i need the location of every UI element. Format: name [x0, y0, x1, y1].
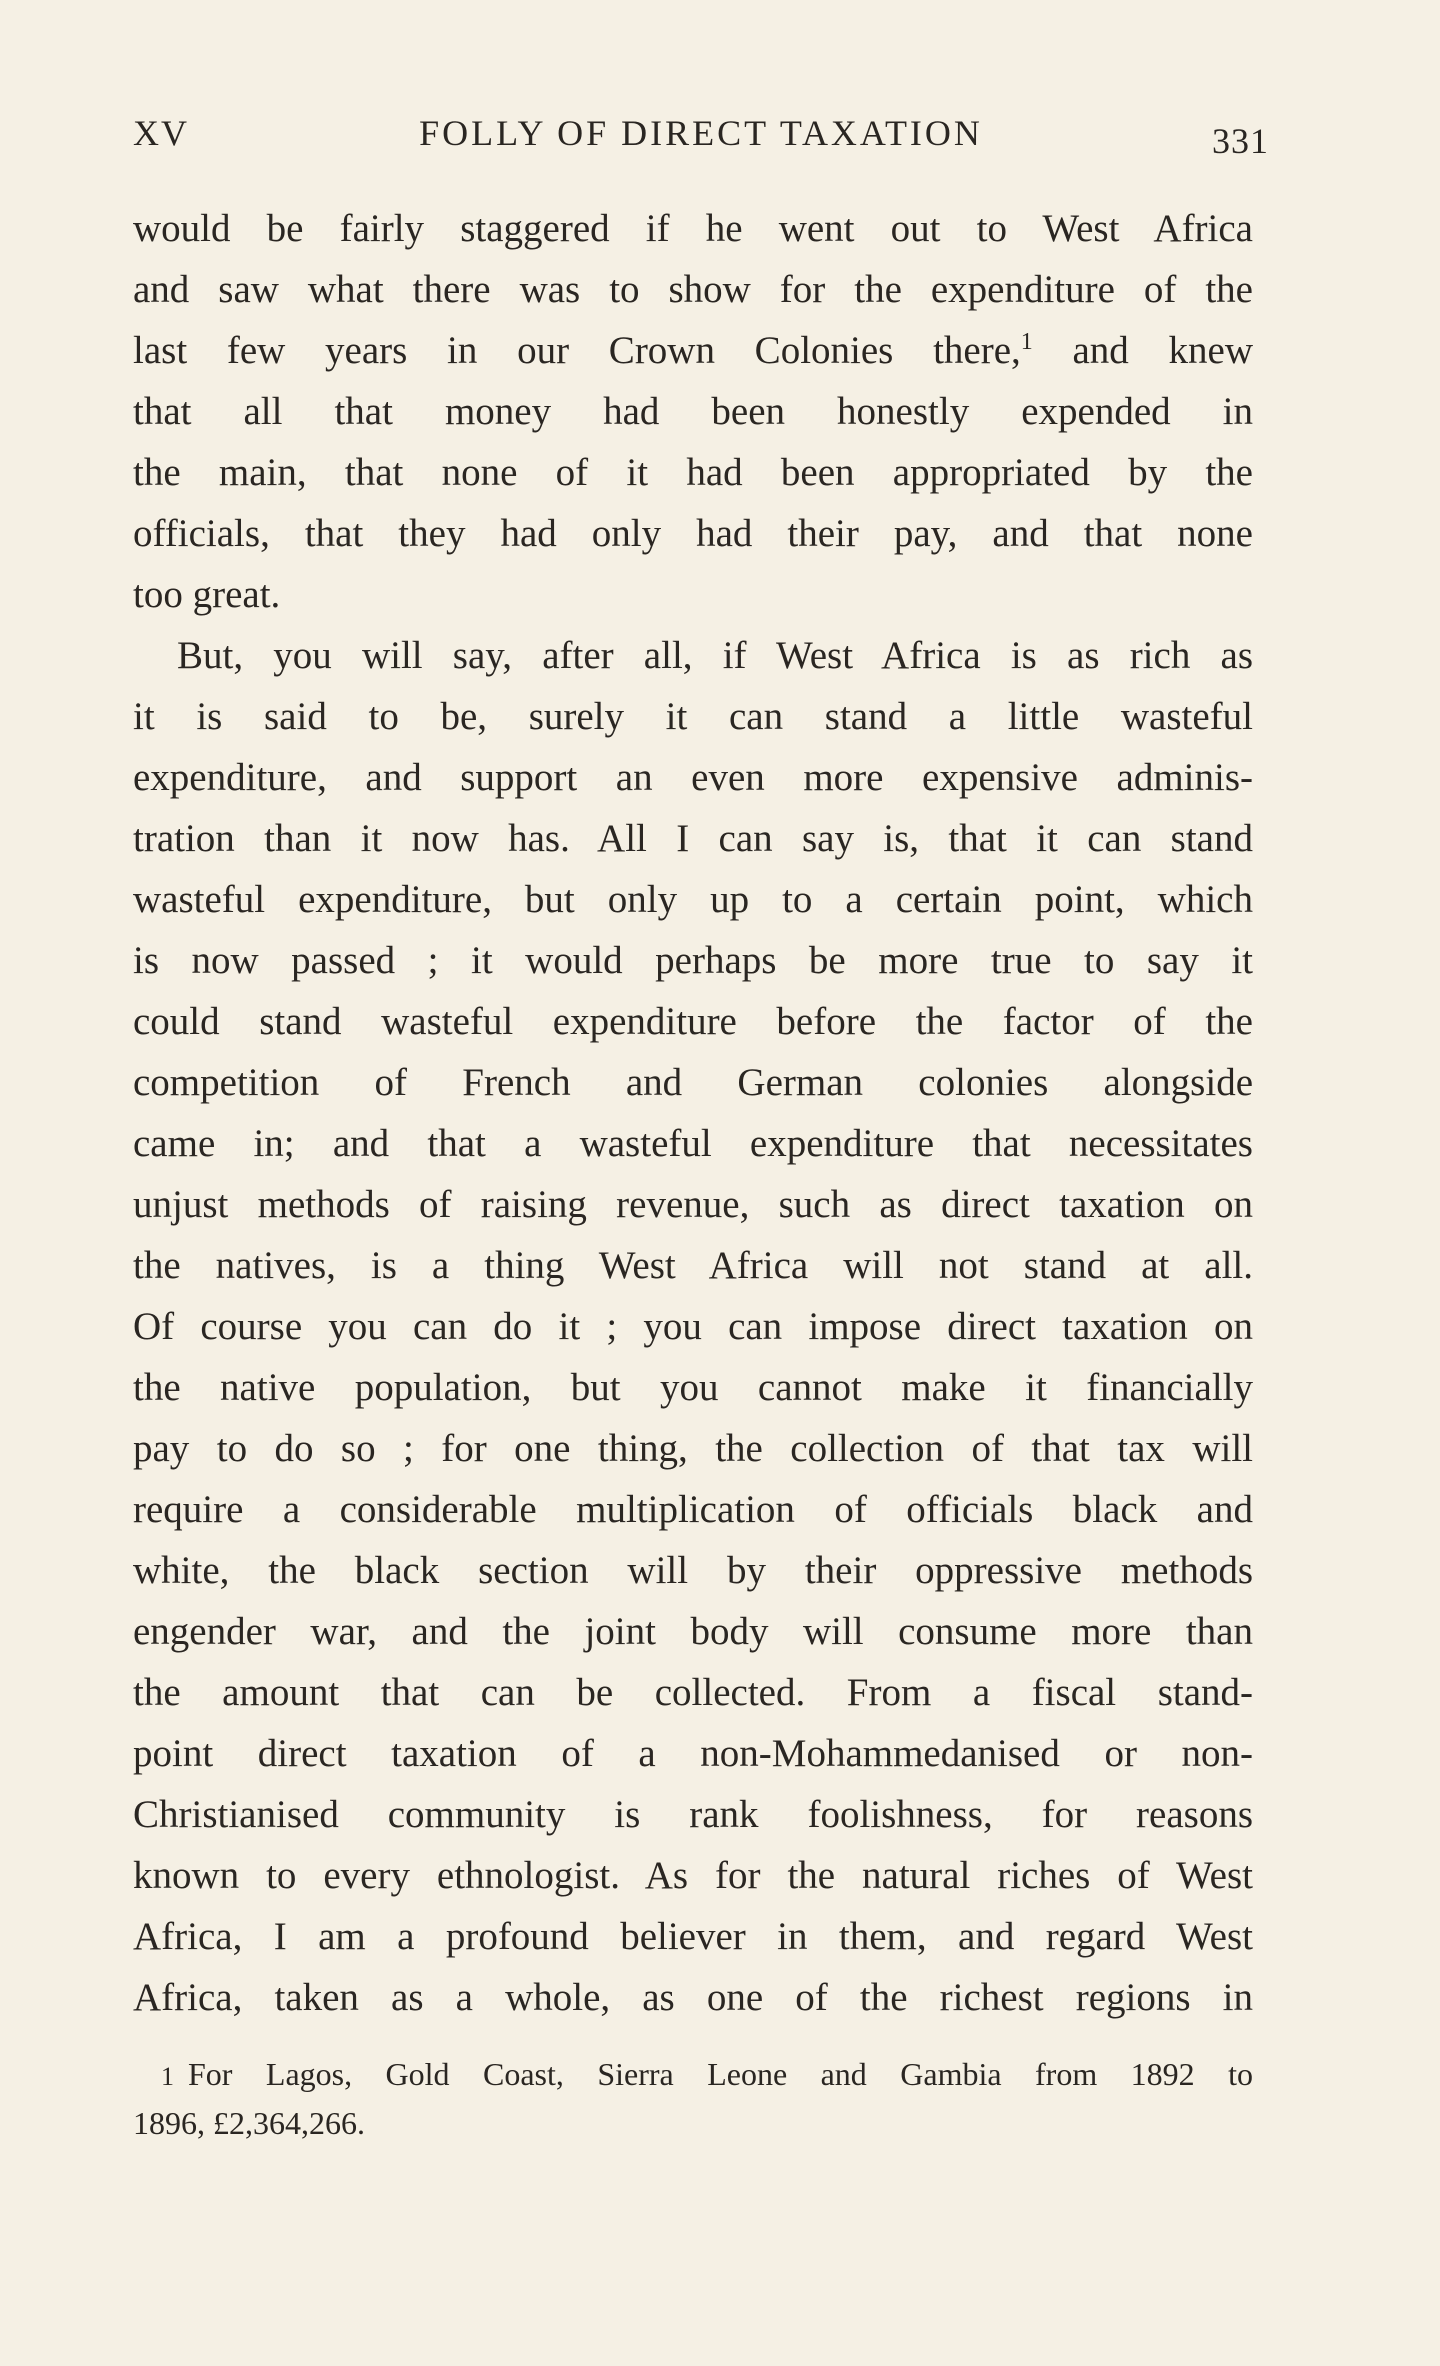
text-line: competition of French and German colonies alongside — [133, 1061, 1253, 1104]
text-line: the natives, is a thing West Africa will not stand at all. — [133, 1244, 1253, 1287]
text-segment: and knew — [1072, 329, 1253, 372]
text-line: tration than it now has. All I can say is, that it can stand — [133, 817, 1253, 860]
footnote-reference[interactable]: 1 — [1020, 329, 1033, 355]
text-line: point direct taxation of a non-Mohammedanised or non- — [133, 1732, 1253, 1775]
text-line: pay to do so ; for one thing, the collection of that tax will — [133, 1427, 1253, 1470]
text-line: could stand wasteful expenditure before the factor of the — [133, 1000, 1253, 1043]
footnote-line — [133, 2050, 1253, 2099]
running-head — [133, 112, 1269, 162]
text-line: Christianised community is rank foolishness, for reasons — [133, 1793, 1253, 1836]
text-line: came in; and that a wasteful expenditure that necessitates — [133, 1122, 1253, 1165]
text-line: require a considerable multiplication of officials black and — [133, 1488, 1253, 1531]
text-line: Africa, I am a profound believer in them, and regard West — [133, 1915, 1253, 1958]
text-line: the main, that none of it had been appropriated by the — [133, 451, 1253, 494]
text-line: too great. — [133, 573, 281, 616]
footnote-marker: 1 — [161, 2062, 174, 2091]
paragraph-start-line: But, you will say, after all, if West Africa is as rich as — [177, 634, 1253, 677]
text-line: unjust methods of raising revenue, such as direct taxation on — [133, 1183, 1253, 1226]
text-line: that all that money had been honestly expended in — [133, 390, 1253, 433]
body-text — [133, 198, 1253, 2028]
text-line: wasteful expenditure, but only up to a certain point, which — [133, 878, 1253, 921]
text-line: engender war, and the joint body will consume more than — [133, 1610, 1253, 1653]
text-line: Africa, taken as a whole, as one of the richest regions in — [133, 1976, 1253, 2019]
text-line: the native population, but you cannot make it financially — [133, 1366, 1253, 1409]
page-number: 331 — [1212, 121, 1269, 161]
text-line: the amount that can be collected. From a fiscal stand- — [133, 1671, 1253, 1714]
text-line-with-footnote — [133, 320, 1253, 381]
text-line: expenditure, and support an even more expensive adminis- — [133, 756, 1253, 799]
text-line: it is said to be, surely it can stand a little wasteful — [133, 695, 1253, 738]
running-title: FOLLY OF DIRECT TAXATION — [419, 113, 983, 153]
text-line: known to every ethnologist. As for the natural riches of West — [133, 1854, 1253, 1897]
text-line: would be fairly staggered if he went out to West Africa — [133, 207, 1253, 250]
text-segment: last few years in our Crown Colonies there, — [133, 329, 1021, 372]
text-line: white, the black section will by their oppressive methods — [133, 1549, 1253, 1592]
text-line: and saw what there was to show for the expenditure of the — [133, 268, 1253, 311]
text-line: is now passed ; it would perhaps be more true to say it — [133, 939, 1253, 982]
footnote-line: 1896, £2,364,266. — [133, 2105, 365, 2141]
footnote — [133, 2050, 1253, 2148]
chapter-number: XV — [133, 113, 189, 153]
text-line: officials, that they had only had their pay, and that none — [133, 512, 1253, 555]
text-line: Of course you can do it ; you can impose direct taxation on — [133, 1305, 1253, 1348]
footnote-text: For Lagos, Gold Coast, Sierra Leone and Gambia from 1892 to — [188, 2056, 1253, 2092]
